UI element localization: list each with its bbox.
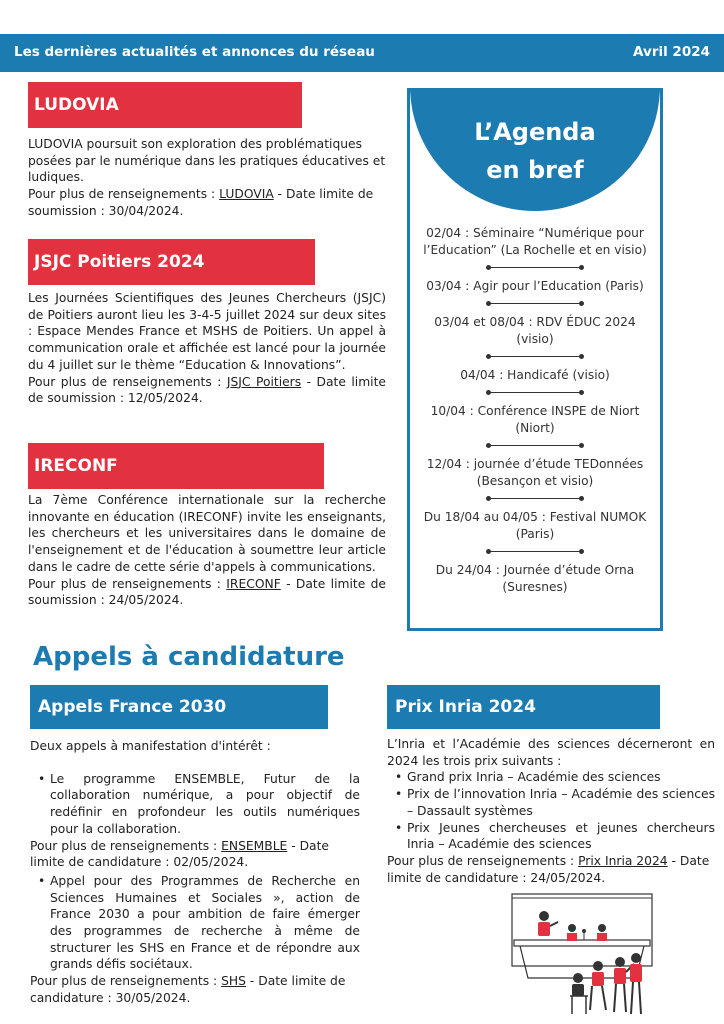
agenda-separator	[488, 445, 582, 446]
ireconf-heading	[28, 443, 324, 489]
france2030-title: Appels France 2030	[38, 697, 227, 717]
list-item: • Grand prix Inria – Académie des sciences	[387, 769, 715, 786]
agenda-item: 03/04 : Agir pour l’Education (Paris)	[426, 279, 644, 293]
ludovia-info-suffix: - Date limite de soumission : 30/04/2024.	[28, 187, 374, 218]
france2030-info1-prefix: Pour plus de renseignements :	[30, 838, 222, 853]
agenda-box	[407, 88, 663, 631]
agenda-item: 04/04 : Handicafé (visio)	[460, 368, 610, 382]
ludovia-info-prefix: Pour plus de renseignements :	[28, 187, 220, 202]
ireconf-text: La 7ème Conférence internationale sur la recherche innovante en éducation (IRECONF) invite les enseignants, les chercheurs et les universitaires dans le domaine de l'enseignement et de l'éducation à soumettre leur article dans le cadre de cette série d'appels à communications.	[28, 493, 386, 574]
agenda-list	[422, 225, 648, 596]
agenda-item: Du 18/04 au 04/05 : Festival NUMOK (Paris)	[423, 510, 647, 541]
header-title: Les dernières actualités et annonces du réseau	[14, 44, 375, 60]
france2030-heading	[30, 685, 328, 729]
france2030-info-1	[30, 838, 360, 871]
agenda-item: 12/04 : journée d’étude TEDonnées (Besançon et visio)	[426, 457, 644, 488]
france2030-info1-suffix: - Date limite de candidature : 02/05/2024.	[30, 838, 329, 870]
france2030-body	[30, 738, 360, 1007]
ensemble-link[interactable]: ENSEMBLE	[221, 838, 288, 853]
agenda-item: 10/04 : Conférence INSPE de Niort (Niort)	[430, 404, 640, 435]
france2030-list-2	[30, 873, 360, 973]
inria-body	[387, 736, 715, 886]
inria-link[interactable]: Prix Inria 2024	[578, 853, 668, 868]
ludovia-title: LUDOVIA	[34, 95, 119, 115]
agenda-separator	[488, 551, 582, 552]
list-item: • Prix Jeunes chercheuses et jeunes chercheurs Inria – Académie des sciences	[387, 820, 715, 853]
france2030-intro: Deux appels à manifestation d'intérêt :	[30, 739, 271, 753]
jsjc-body	[28, 290, 386, 407]
france2030-info2-prefix: Pour plus de renseignements :	[30, 974, 222, 989]
appels-section-title: Appels à candidature	[33, 642, 345, 672]
inria-heading	[387, 685, 660, 729]
agenda-item: Du 24/04 : Journée d’étude Orna (Suresnes)	[435, 563, 635, 594]
ireconf-info	[28, 576, 386, 609]
agenda-separator	[488, 303, 582, 304]
inria-intro: L’Inria et l’Académie des sciences décerneront en 2024 les trois prix suivants :	[387, 737, 715, 768]
inria-info-prefix: Pour plus de renseignements :	[387, 853, 579, 868]
inria-info-suffix: - Date limite de candidature : 24/05/2024.	[387, 853, 710, 885]
jsjc-info-suffix: - Date limite de soumission : 12/05/2024.	[28, 374, 386, 406]
ireconf-info-prefix: Pour plus de renseignements :	[28, 576, 227, 591]
france2030-info2-suffix: - Date limite de candidature : 30/05/2024.	[30, 974, 346, 1005]
agenda-title-line2: en bref	[486, 156, 584, 184]
jsjc-title: JSJC Poitiers 2024	[34, 252, 205, 272]
ireconf-link[interactable]: IRECONF	[226, 576, 281, 591]
jsjc-info-prefix: Pour plus de renseignements :	[28, 374, 227, 389]
jsjc-text: Les Journées Scientifiques des Jeunes Chercheurs (JSJC) de Poitiers auront lieu les 3-4-5 juillet 2024 sur deux sites : Espace Mendes France et MSHS de Poitiers. Un appel à communication orale et affichée est lancé pour la journée du 4 juillet sur le thème “Education & Innovations”.	[28, 291, 386, 372]
header-bar	[0, 34, 724, 72]
ludovia-link[interactable]: LUDOVIA	[219, 187, 274, 202]
list-item: • Prix de l’innovation Inria – Académie des sciences – Dassault systèmes	[387, 786, 715, 819]
jsjc-link[interactable]: JSJC Poitiers	[226, 374, 302, 389]
agenda-separator	[488, 392, 582, 393]
jsjc-heading	[28, 239, 315, 285]
inria-prize-list	[387, 769, 715, 853]
ludovia-heading	[28, 82, 302, 128]
ireconf-info-suffix: - Date limite de soumission : 24/05/2024.	[28, 576, 386, 608]
jsjc-info	[28, 374, 386, 407]
inria-info	[387, 853, 715, 886]
france2030-list-1	[30, 771, 360, 838]
list-item: • Appel pour des Programmes de Recherche en Sciences Humaines et Sociales », action de France 2030 a pour ambition de faire émerger des programmes de recherche à même de structurer les SHS en France et de répondre aux grands défis sociétaux.	[30, 873, 360, 973]
conference-illustration-icon	[498, 892, 666, 1018]
ludovia-body	[28, 136, 386, 220]
agenda-item: 03/04 et 08/04 : RDV ÉDUC 2024 (visio)	[434, 315, 636, 346]
agenda-title-line1: L’Agenda	[474, 118, 596, 146]
agenda-separator	[488, 498, 582, 499]
agenda-item: 02/04 : Séminaire “Numérique pour l’Education” (La Rochelle et en visio)	[423, 226, 647, 257]
header-date: Avril 2024	[633, 44, 710, 60]
inria-title: Prix Inria 2024	[395, 697, 536, 717]
agenda-separator	[488, 356, 582, 357]
ireconf-body	[28, 492, 386, 609]
ireconf-title: IRECONF	[34, 456, 118, 476]
agenda-title	[410, 113, 660, 189]
ludovia-info	[28, 186, 386, 219]
france2030-info-2	[30, 973, 360, 1006]
ludovia-text: LUDOVIA poursuit son exploration des problématiques posées par le numérique dans les pratiques éducatives et ludiques.	[28, 137, 386, 185]
list-item: • Le programme ENSEMBLE, Futur de la collaboration numérique, a pour objectif de redéfinir en profondeur les outils numériques pour la collaboration.	[30, 771, 360, 838]
agenda-separator	[488, 267, 582, 268]
shs-link[interactable]: SHS	[221, 974, 246, 989]
